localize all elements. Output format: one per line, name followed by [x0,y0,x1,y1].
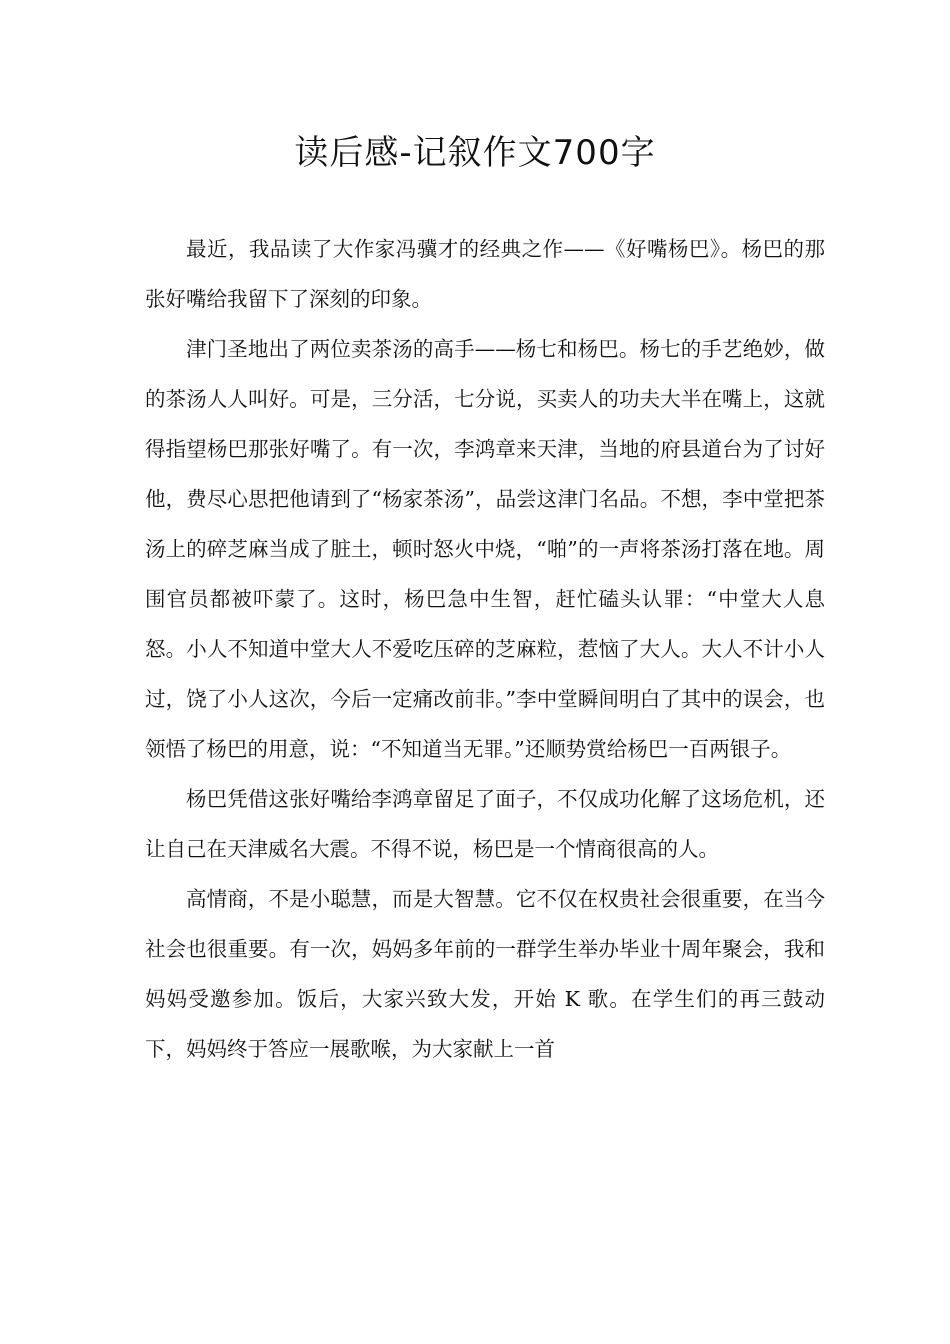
document-body [145,224,825,1074]
paragraph: 杨巴凭借这张好嘴给李鸿章留足了面子，不仅成功化解了这场危机，还让自己在天津威名大震。不得不说，杨巴是一个情商很高的人。 [145,787,825,861]
paragraph: 津门圣地出了两位卖茶汤的高手——杨七和杨巴。杨七的手艺绝妙，做的茶汤人人叫好。可是，三分活，七分说，买卖人的功夫大半在嘴上，这就得指望杨巴那张好嘴了。有一次，李鸿章来天津，当地的府县道台为了讨好他，费尽心思把他请到了“杨家茶汤”，品尝这津门名品。不想，李中堂把茶汤上的碎芝麻当成了脏土，顿时怒火中烧，“啪”的一声将茶汤打落在地。周围官员都被吓蒙了。这时，杨巴急中生智，赶忙磕头认罪：“中堂大人息怒。小人不知道中堂大人不爱吃压碎的芝麻粒，惹恼了大人。大人不计小人过，饶了小人这次，今后一定痛改前非。”李中堂瞬间明白了其中的误会，也领悟了杨巴的用意，说：“不知道当无罪。”还顺势赏给杨巴一百两银子。 [145,337,825,761]
paragraph: 高情商，不是小聪慧，而是大智慧。它不仅在权贵社会很重要，在当今社会也很重要。有一次，妈妈多年前的一群学生举办毕业十周年聚会，我和妈妈受邀参加。饭后，大家兴致大发，开始 K 歌。在学生们的再三鼓动下，妈妈终于答应一展歌喉，为大家献上一首 [145,887,825,1061]
paragraph: 最近，我品读了大作家冯骥才的经典之作——《好嘴杨巴》。杨巴的那张好嘴给我留下了深刻的印象。 [145,237,825,311]
document-title: 读后感-记叙作文700字 [294,133,656,173]
